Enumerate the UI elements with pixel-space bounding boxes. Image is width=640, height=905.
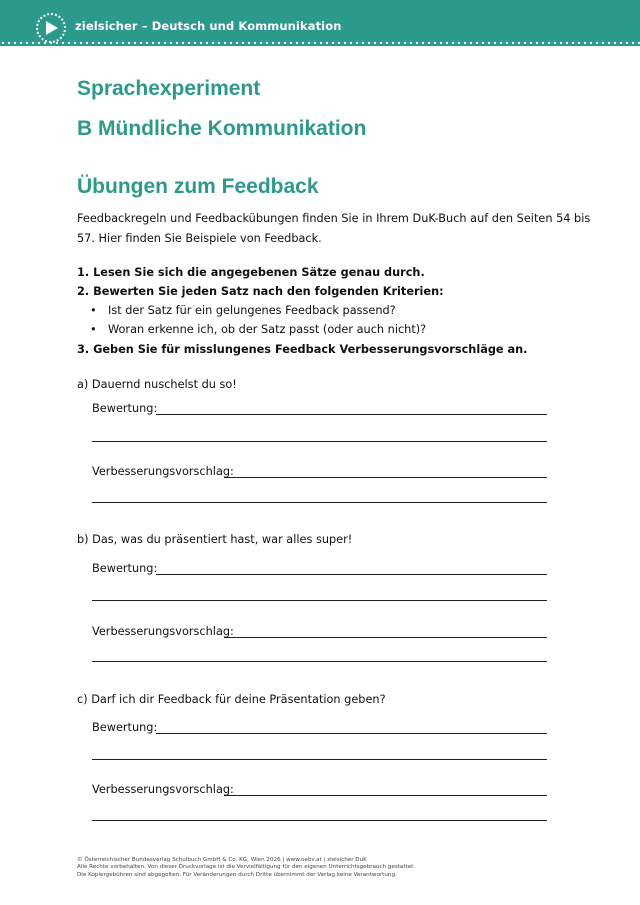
criteria-bullet-1-text: Ist der Satz für ein gelungenes Feedback passend? — [108, 304, 396, 317]
rating-label-c: Bewertung: — [92, 721, 158, 734]
suggestion-line-a[interactable] — [224, 477, 547, 478]
criteria-bullet-1 — [94, 301, 396, 321]
criteria-bullet-2 — [94, 320, 426, 340]
play-icon — [46, 21, 58, 35]
footer-line-1: © Österreichischer Bundesverlag Schulbuch GmbH & Co. KG, Wien 2026 | www.oebv.at | zielsicher DuK — [77, 857, 367, 863]
rating-line-b[interactable] — [156, 574, 547, 575]
suggestion-label-a: Verbesserungsvorschlag: — [92, 465, 234, 478]
task-step-2: 2. Bewerten Sie jeden Satz nach den folgenden Kriterien: — [77, 285, 444, 298]
suggestion-line-b-2[interactable] — [92, 661, 547, 662]
question-a: a) Dauernd nuschelst du so! — [77, 378, 237, 391]
suggestion-line-b[interactable] — [224, 637, 547, 638]
task-step-3: 3. Geben Sie für misslungenes Feedback Verbesserungsvorschläge an. — [77, 343, 528, 356]
intro-text-line2: 57. Hier finden Sie Beispiele von Feedback. — [77, 232, 322, 245]
criteria-bullet-2-text: Woran erkenne ich, ob der Satz passt (oder auch nicht)? — [108, 323, 427, 336]
banner-dotted-border — [0, 40, 640, 46]
suggestion-label-b: Verbesserungsvorschlag: — [92, 625, 234, 638]
rating-line-a[interactable] — [156, 414, 547, 415]
suggestion-line-c[interactable] — [224, 795, 547, 796]
footer-line-3: Die Kopiergebühren sind abgegolten. Für Veränderungen durch Dritte übernimmt der Verlag keine Verantwortung. — [77, 871, 397, 878]
rating-line-c[interactable] — [156, 733, 547, 734]
suggestion-line-c-2[interactable] — [92, 820, 547, 821]
question-c: c) Darf ich dir Feedback für deine Präsentation geben? — [77, 693, 386, 706]
rating-line-b-2[interactable] — [92, 600, 547, 601]
brand-title: zielsicher – Deutsch und Kommunikation — [75, 19, 342, 33]
section-title: B Mündliche Kommunikation — [77, 117, 367, 140]
rating-line-a-2[interactable] — [92, 441, 547, 442]
suggestion-line-a-2[interactable] — [92, 502, 547, 503]
page-title: Sprachexperiment — [77, 77, 261, 100]
copyright-footer — [77, 857, 415, 879]
question-b: b) Das, was du präsentiert hast, war alles super! — [77, 533, 353, 546]
exercise-title: Übungen zum Feedback — [77, 175, 319, 198]
footer-line-2: Alle Rechte vorbehalten. Von dieser Druckvorlage ist die Vervielfältigung für den eigenen Unterrichtsgebrauch gestattet. — [77, 864, 416, 871]
rating-label-a: Bewertung: — [92, 402, 158, 415]
task-step-1: 1. Lesen Sie sich die angegebenen Sätze genau durch. — [77, 266, 425, 279]
rating-line-c-2[interactable] — [92, 759, 547, 760]
intro-text-line1: Feedbackregeln und Feedbackübungen finden Sie in Ihrem DuK-Buch auf den Seiten 54 bis — [77, 212, 591, 225]
rating-label-b: Bewertung: — [92, 562, 158, 575]
suggestion-label-c: Verbesserungsvorschlag: — [92, 783, 234, 796]
